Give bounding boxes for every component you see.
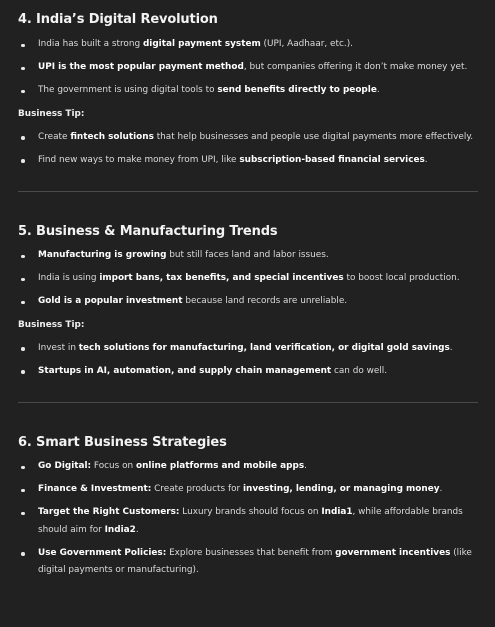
list-item: Invest in tech solutions for manufacturing, land verification, or digital gold savings. <box>18 340 478 358</box>
list-item: Find new ways to make money from UPI, like subscription-based financial services. <box>18 152 478 170</box>
section-divider <box>18 191 478 192</box>
list-item: Manufacturing is growing but still faces land and labor issues. <box>18 247 478 265</box>
section-heading: 6. Smart Business Strategies <box>18 435 227 450</box>
tip-list <box>18 340 478 381</box>
bullet-list <box>18 458 478 580</box>
list-item: Use Government Policies: Explore businesses that benefit from government incentives (like digital payments or manufacturing). <box>18 545 478 580</box>
list-item: Create fintech solutions that help businesses and people use digital payments more effectively. <box>18 129 478 147</box>
bullet-list <box>18 36 478 100</box>
list-item: India is using import bans, tax benefits, and special incentives to boost local production. <box>18 270 478 288</box>
list-item: Startups in AI, automation, and supply chain management can do well. <box>18 363 478 381</box>
section-heading: 5. Business & Manufacturing Trends <box>18 224 278 239</box>
list-item: Go Digital: Focus on online platforms and mobile apps. <box>18 458 478 476</box>
bullet-list <box>18 247 478 311</box>
list-item: UPI is the most popular payment method, but companies offering it don’t make money yet. <box>18 59 478 77</box>
list-item: Finance & Investment: Create products for investing, lending, or managing money. <box>18 481 478 499</box>
section-divider <box>18 402 478 403</box>
list-item: Gold is a popular investment because land records are unreliable. <box>18 293 478 311</box>
business-tip-label: Business Tip: <box>18 108 85 119</box>
section-heading: 4. India’s Digital Revolution <box>18 12 218 27</box>
business-tip-label: Business Tip: <box>18 319 85 330</box>
list-item: Target the Right Customers: Luxury brands should focus on India1, while affordable brands should aim for India2. <box>18 504 478 539</box>
list-item: The government is using digital tools to send benefits directly to people. <box>18 82 478 100</box>
list-item: India has built a strong digital payment system (UPI, Aadhaar, etc.). <box>18 36 478 54</box>
tip-list <box>18 129 478 170</box>
